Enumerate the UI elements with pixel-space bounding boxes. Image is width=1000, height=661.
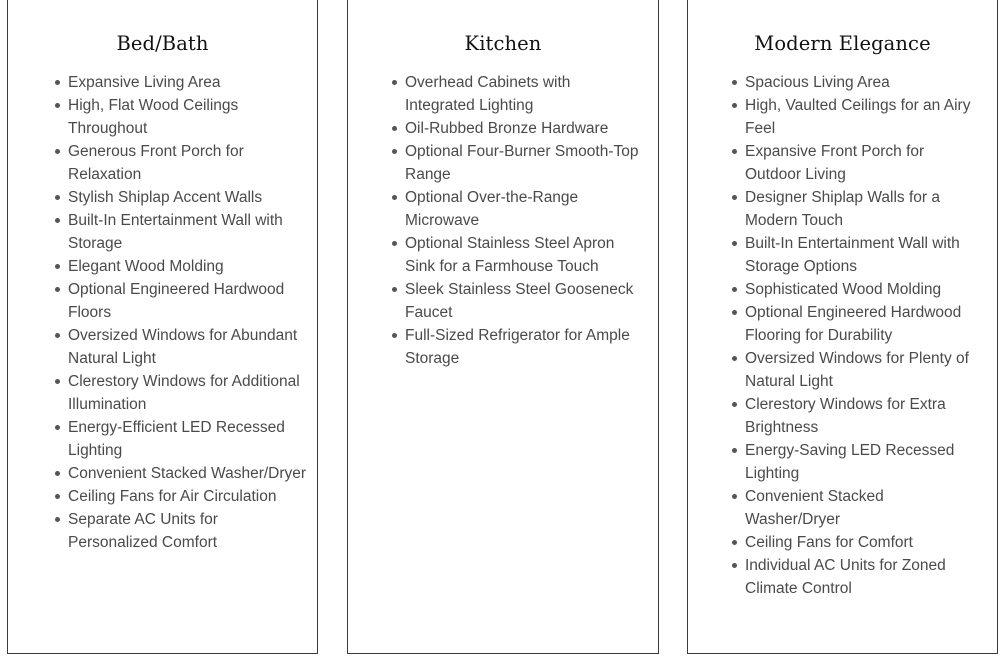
list-item: Energy-Efficient LED Recessed Lighting bbox=[68, 416, 308, 462]
list-item: Generous Front Porch for Relaxation bbox=[68, 140, 308, 186]
feature-list bbox=[68, 71, 308, 554]
list-item: Expansive Front Porch for Outdoor Living bbox=[745, 140, 979, 186]
list-item: Designer Shiplap Walls for a Modern Touch bbox=[745, 186, 979, 232]
list-item: Overhead Cabinets with Integrated Lighting bbox=[405, 71, 641, 117]
list-item: Elegant Wood Molding bbox=[68, 255, 308, 278]
list-item: Clerestory Windows for Extra Brightness bbox=[745, 393, 979, 439]
list-item: Ceiling Fans for Comfort bbox=[745, 531, 979, 554]
list-item: Optional Four-Burner Smooth-Top Range bbox=[405, 140, 641, 186]
list-item: High, Vaulted Ceilings for an Airy Feel bbox=[745, 94, 979, 140]
feature-list bbox=[745, 71, 979, 600]
list-item: Convenient Stacked Washer/Dryer bbox=[68, 462, 308, 485]
feature-card-modern-elegance bbox=[687, 0, 998, 654]
card-title: Kitchen bbox=[464, 32, 542, 55]
list-item: Clerestory Windows for Additional Illumination bbox=[68, 370, 308, 416]
list-item: Oil-Rubbed Bronze Hardware bbox=[405, 117, 641, 140]
list-item: Full-Sized Refrigerator for Ample Storage bbox=[405, 324, 641, 370]
list-item: Sophisticated Wood Molding bbox=[745, 278, 979, 301]
list-item: Sleek Stainless Steel Gooseneck Faucet bbox=[405, 278, 641, 324]
list-item: Convenient Stacked Washer/Dryer bbox=[745, 485, 979, 531]
list-item: Individual AC Units for Zoned Climate Control bbox=[745, 554, 979, 600]
list-item: Built-In Entertainment Wall with Storage bbox=[68, 209, 308, 255]
card-title: Modern Elegance bbox=[754, 32, 931, 55]
list-item: High, Flat Wood Ceilings Throughout bbox=[68, 94, 308, 140]
list-item: Oversized Windows for Abundant Natural Light bbox=[68, 324, 308, 370]
list-item: Optional Stainless Steel Apron Sink for a Farmhouse Touch bbox=[405, 232, 641, 278]
list-item: Optional Engineered Hardwood Flooring for Durability bbox=[745, 301, 979, 347]
feature-list bbox=[405, 71, 641, 370]
list-item: Spacious Living Area bbox=[745, 71, 979, 94]
list-item: Ceiling Fans for Air Circulation bbox=[68, 485, 308, 508]
list-item: Energy-Saving LED Recessed Lighting bbox=[745, 439, 979, 485]
card-title: Bed/Bath bbox=[116, 32, 209, 55]
list-item: Stylish Shiplap Accent Walls bbox=[68, 186, 308, 209]
feature-card-bed-bath bbox=[7, 0, 318, 654]
list-item: Built-In Entertainment Wall with Storage Options bbox=[745, 232, 979, 278]
list-item: Separate AC Units for Personalized Comfort bbox=[68, 508, 308, 554]
list-item: Expansive Living Area bbox=[68, 71, 308, 94]
feature-card-kitchen bbox=[347, 0, 659, 654]
list-item: Oversized Windows for Plenty of Natural Light bbox=[745, 347, 979, 393]
list-item: Optional Over-the-Range Microwave bbox=[405, 186, 641, 232]
list-item: Optional Engineered Hardwood Floors bbox=[68, 278, 308, 324]
